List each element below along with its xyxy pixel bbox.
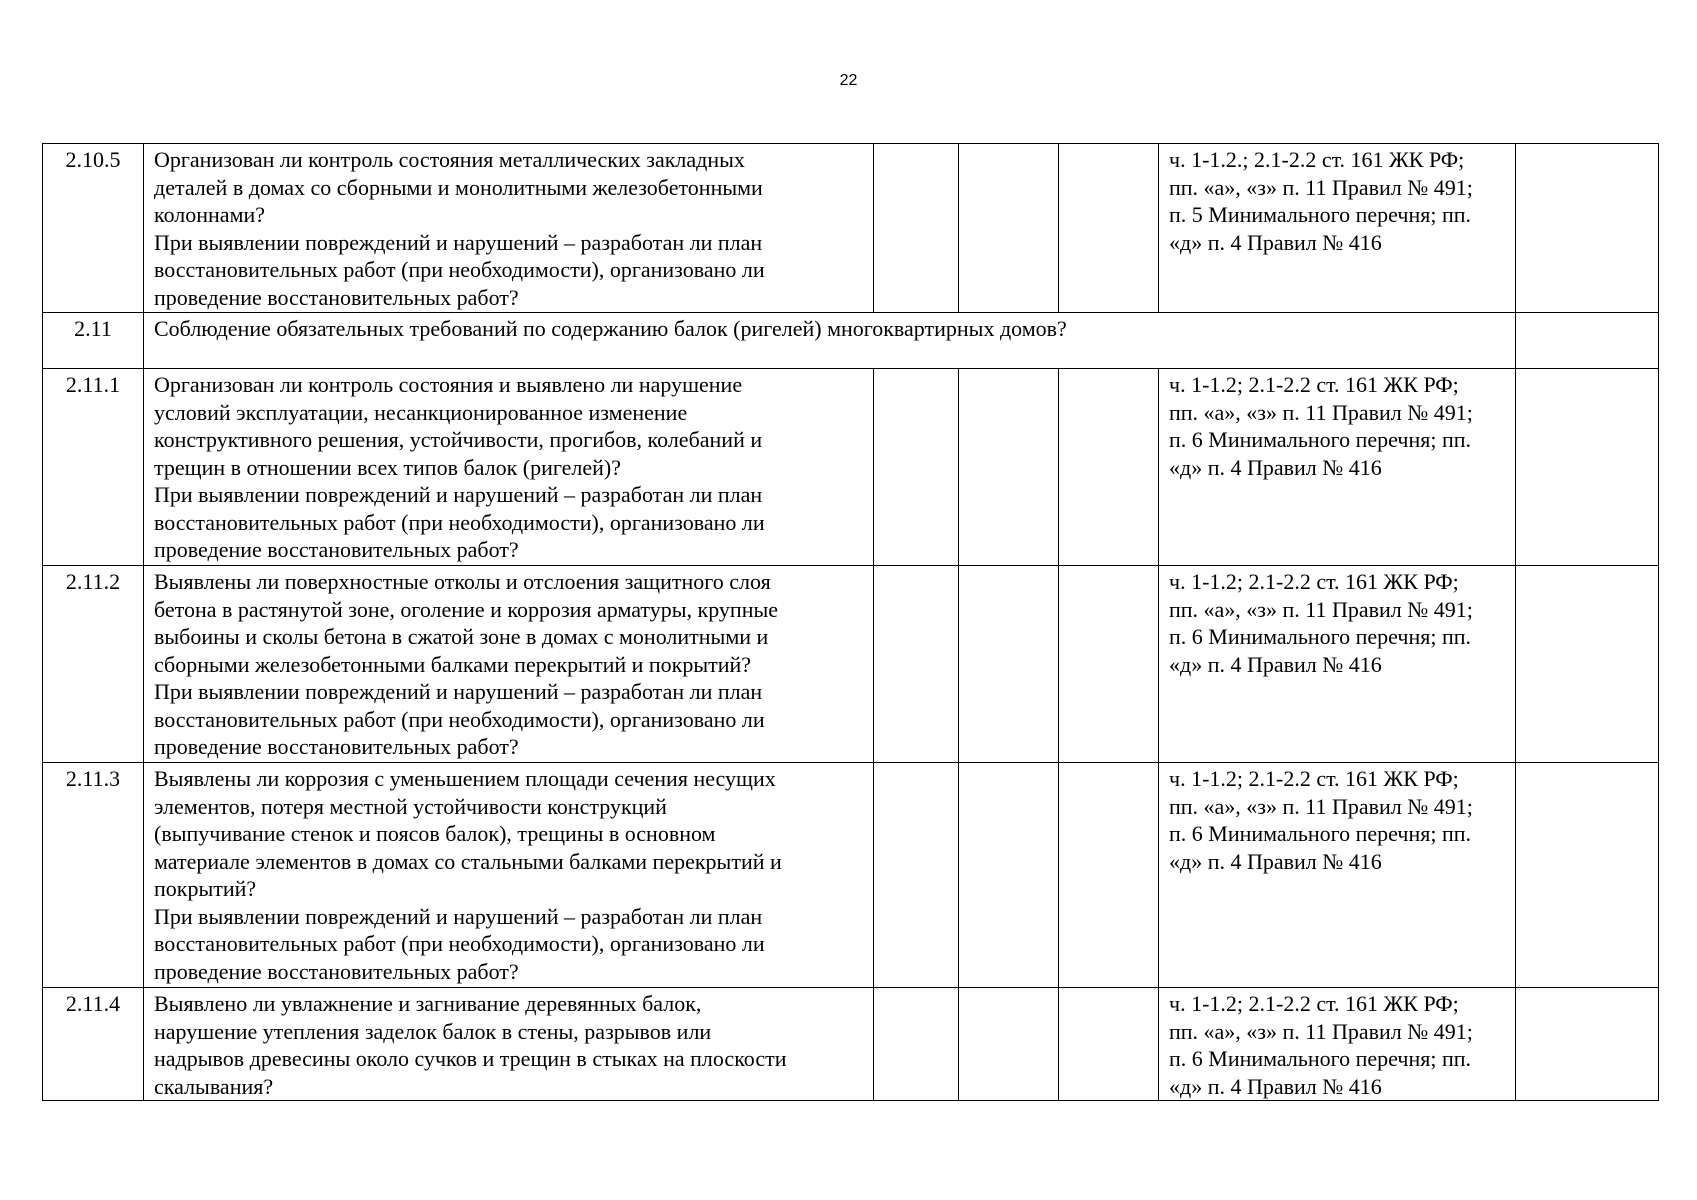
answer-no-cell xyxy=(959,369,1059,566)
question-text: Выявлены ли поверхностные отколы и отслоения защитного слоя бетона в растянутой зоне, оголение и коррозия арматуры, крупные выбоины и сколы бетона в сжатой зоне в домах с монолитными и сборными железобетонными балками перекрытий и покрытий? При выявлении повреждений и нарушений – разработан ли план восстановительных работ (при необходимости), организовано ли проведение восстановительных работ? xyxy=(144,566,874,763)
legal-basis-text: ч. 1-1.2; 2.1-2.2 ст. 161 ЖК РФ; пп. «а», «з» п. 11 Правил № 491; п. 6 Минимального перечня; пп. «д» п. 4 Правил № 416 xyxy=(1159,763,1516,988)
page-number: 22 xyxy=(839,72,858,89)
answer-yes-cell xyxy=(874,566,959,763)
section-row xyxy=(43,313,1659,369)
legal-basis-text: ч. 1-1.2; 2.1-2.2 ст. 161 ЖК РФ; пп. «а», «з» п. 11 Правил № 491; п. 6 Минимального перечня; пп. «д» п. 4 Правил № 416 xyxy=(1159,988,1516,1101)
answer-yes-cell xyxy=(874,369,959,566)
answer-not-applicable-cell xyxy=(1059,566,1159,763)
table-row xyxy=(43,144,1659,313)
legal-basis-text: ч. 1-1.2; 2.1-2.2 ст. 161 ЖК РФ; пп. «а», «з» п. 11 Правил № 491; п. 6 Минимального перечня; пп. «д» п. 4 Правил № 416 xyxy=(1159,369,1516,566)
table-row xyxy=(43,566,1659,763)
answer-yes-cell xyxy=(874,763,959,988)
answer-yes-cell xyxy=(874,144,959,313)
question-text: Организован ли контроль состояния и выявлено ли нарушение условий эксплуатации, несанкционированное изменение конструктивного решения, устойчивости, прогибов, колебаний и трещин в отношении всех типов балок (ригелей)? При выявлении повреждений и нарушений – разработан ли план восстановительных работ (при необходимости), организовано ли проведение восстановительных работ? xyxy=(144,369,874,566)
notes-cell xyxy=(1516,988,1659,1101)
answer-no-cell xyxy=(959,988,1059,1101)
answer-yes-cell xyxy=(874,988,959,1101)
notes-cell xyxy=(1516,144,1659,313)
table-row xyxy=(43,763,1659,988)
question-text: Организован ли контроль состояния металлических закладных деталей в домах со сборными и монолитными железобетонными колоннами? При выявлении повреждений и нарушений – разработан ли план восстановительных работ (при необходимости), организовано ли проведение восстановительных работ? xyxy=(144,144,874,313)
legal-basis-text: ч. 1-1.2.; 2.1-2.2 ст. 161 ЖК РФ; пп. «а», «з» п. 11 Правил № 491; п. 5 Минимального перечня; пп. «д» п. 4 Правил № 416 xyxy=(1159,144,1516,313)
item-number: 2.11.3 xyxy=(43,763,144,988)
notes-cell xyxy=(1516,763,1659,988)
answer-no-cell xyxy=(959,144,1059,313)
section-title: Соблюдение обязательных требований по содержанию балок (ригелей) многоквартирных домов? xyxy=(144,313,1516,369)
question-text: Выявлено ли увлажнение и загнивание деревянных балок, нарушение утепления заделок балок в стены, разрывов или надрывов древесины около сучков и трещин в стыках на плоскости скалывания? xyxy=(144,988,874,1101)
table-row xyxy=(43,988,1659,1101)
answer-not-applicable-cell xyxy=(1059,988,1159,1101)
notes-cell xyxy=(1516,566,1659,763)
section-number: 2.11 xyxy=(43,313,144,369)
notes-cell xyxy=(1516,313,1659,369)
answer-not-applicable-cell xyxy=(1059,763,1159,988)
answer-not-applicable-cell xyxy=(1059,369,1159,566)
checklist-table xyxy=(42,143,1659,1101)
table-row xyxy=(43,369,1659,566)
item-number: 2.11.2 xyxy=(43,566,144,763)
item-number: 2.11.4 xyxy=(43,988,144,1101)
question-text: Выявлены ли коррозия с уменьшением площади сечения несущих элементов, потеря местной устойчивости конструкций (выпучивание стенок и поясов балок), трещины в основном материале элементов в домах со стальными балками перекрытий и покрытий? При выявлении повреждений и нарушений – разработан ли план восстановительных работ (при необходимости), организовано ли проведение восстановительных работ? xyxy=(144,763,874,988)
answer-no-cell xyxy=(959,763,1059,988)
notes-cell xyxy=(1516,369,1659,566)
answer-not-applicable-cell xyxy=(1059,144,1159,313)
answer-no-cell xyxy=(959,566,1059,763)
legal-basis-text: ч. 1-1.2; 2.1-2.2 ст. 161 ЖК РФ; пп. «а», «з» п. 11 Правил № 491; п. 6 Минимального перечня; пп. «д» п. 4 Правил № 416 xyxy=(1159,566,1516,763)
item-number: 2.11.1 xyxy=(43,369,144,566)
item-number: 2.10.5 xyxy=(43,144,144,313)
